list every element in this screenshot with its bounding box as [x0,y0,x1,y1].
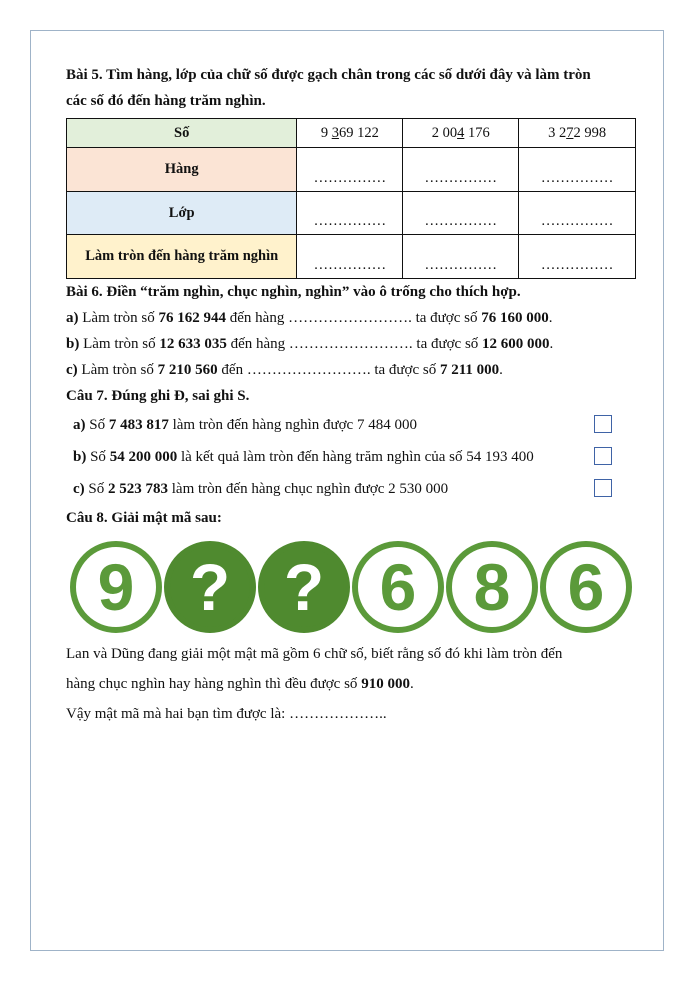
answer-blank[interactable]: …………… [403,148,519,192]
row-label-hang: Hàng [67,148,297,192]
answer-checkbox[interactable] [594,415,612,433]
answer-blank[interactable]: …………… [297,235,403,279]
underlined-digit: 4 [457,124,465,141]
code-circles [66,541,636,633]
code-digit: 6 [352,541,444,633]
answer-blank[interactable]: …………… [519,192,636,235]
answer-checkbox[interactable] [594,447,612,465]
table-row [67,235,636,279]
table-row [67,119,636,148]
cau7-item-a: a) Số 7 483 817 làm tròn đến hàng nghìn được 7 484 000 [66,409,636,441]
code-digit: 6 [540,541,632,633]
number-cell: 2 004 176 [403,119,519,148]
answer-blank[interactable]: …………… [297,148,403,192]
underlined-digit: 3 [331,124,339,141]
bai5-title-line1: Bài 5. Tìm hàng, lớp của chữ số được gạch chân trong các số dưới đây và làm tròn [66,67,591,83]
code-digit-unknown: ? [164,541,256,633]
table-row [67,192,636,235]
number-cell: 3 272 998 [519,119,636,148]
bai6-item-c: c) Làm tròn số 7 210 560 đến ……………………. ta được số 7 211 000. [66,362,503,378]
row-label-lam-tron: Làm tròn đến hàng trăm nghìn [67,235,297,279]
cau7-item-c: c) Số 2 523 783 làm tròn đến hàng chục nghìn được 2 530 000 [66,473,636,505]
answer-blank[interactable]: …………… [403,192,519,235]
answer-blank[interactable]: …………… [519,235,636,279]
bai6-item-b: b) Làm tròn số 12 633 035 đến hàng ……………………. ta được số 12 600 000. [66,336,554,352]
cau7-title: Câu 7. Đúng ghi Đ, sai ghi S. [66,388,250,404]
cau7-item-b: b) Số 54 200 000 là kết quả làm tròn đến hàng trăm nghìn của số 54 193 400 [66,441,636,473]
bai6-item-a: a) Làm tròn số 76 162 944 đến hàng ……………………. ta được số 76 160 000. [66,310,553,326]
underlined-digit: 7 [566,124,574,141]
bai6-title: Bài 6. Điền “trăm nghìn, chục nghìn, nghìn” vào ô trống cho thích hợp. [66,284,521,300]
code-digit: 9 [70,541,162,633]
bai5-title-line2: các số đó đến hàng trăm nghìn. [66,93,266,109]
code-digit: 8 [446,541,538,633]
answer-blank[interactable]: …………… [403,235,519,279]
number-cell: 9 369 122 [297,119,403,148]
bai5-table [66,118,636,279]
worksheet [66,62,636,729]
cau8-title: Câu 8. Giải mật mã sau: [66,510,222,526]
code-digit-unknown: ? [258,541,350,633]
table-row [67,148,636,192]
answer-blank[interactable]: …………… [519,148,636,192]
row-label-lop: Lớp [67,192,297,235]
cau8-para1: Lan và Dũng đang giải một mật mã gồm 6 chữ số, biết rằng số đó khi làm tròn đến [66,646,563,662]
header-so: Số [67,119,297,148]
answer-blank[interactable]: …………… [297,192,403,235]
cau8-answer[interactable]: Vậy mật mã mà hai bạn tìm được là: ……………….. [66,706,387,722]
answer-checkbox[interactable] [594,479,612,497]
cau8-para2: hàng chục nghìn hay hàng nghìn thì đều được số 910 000. [66,676,414,692]
